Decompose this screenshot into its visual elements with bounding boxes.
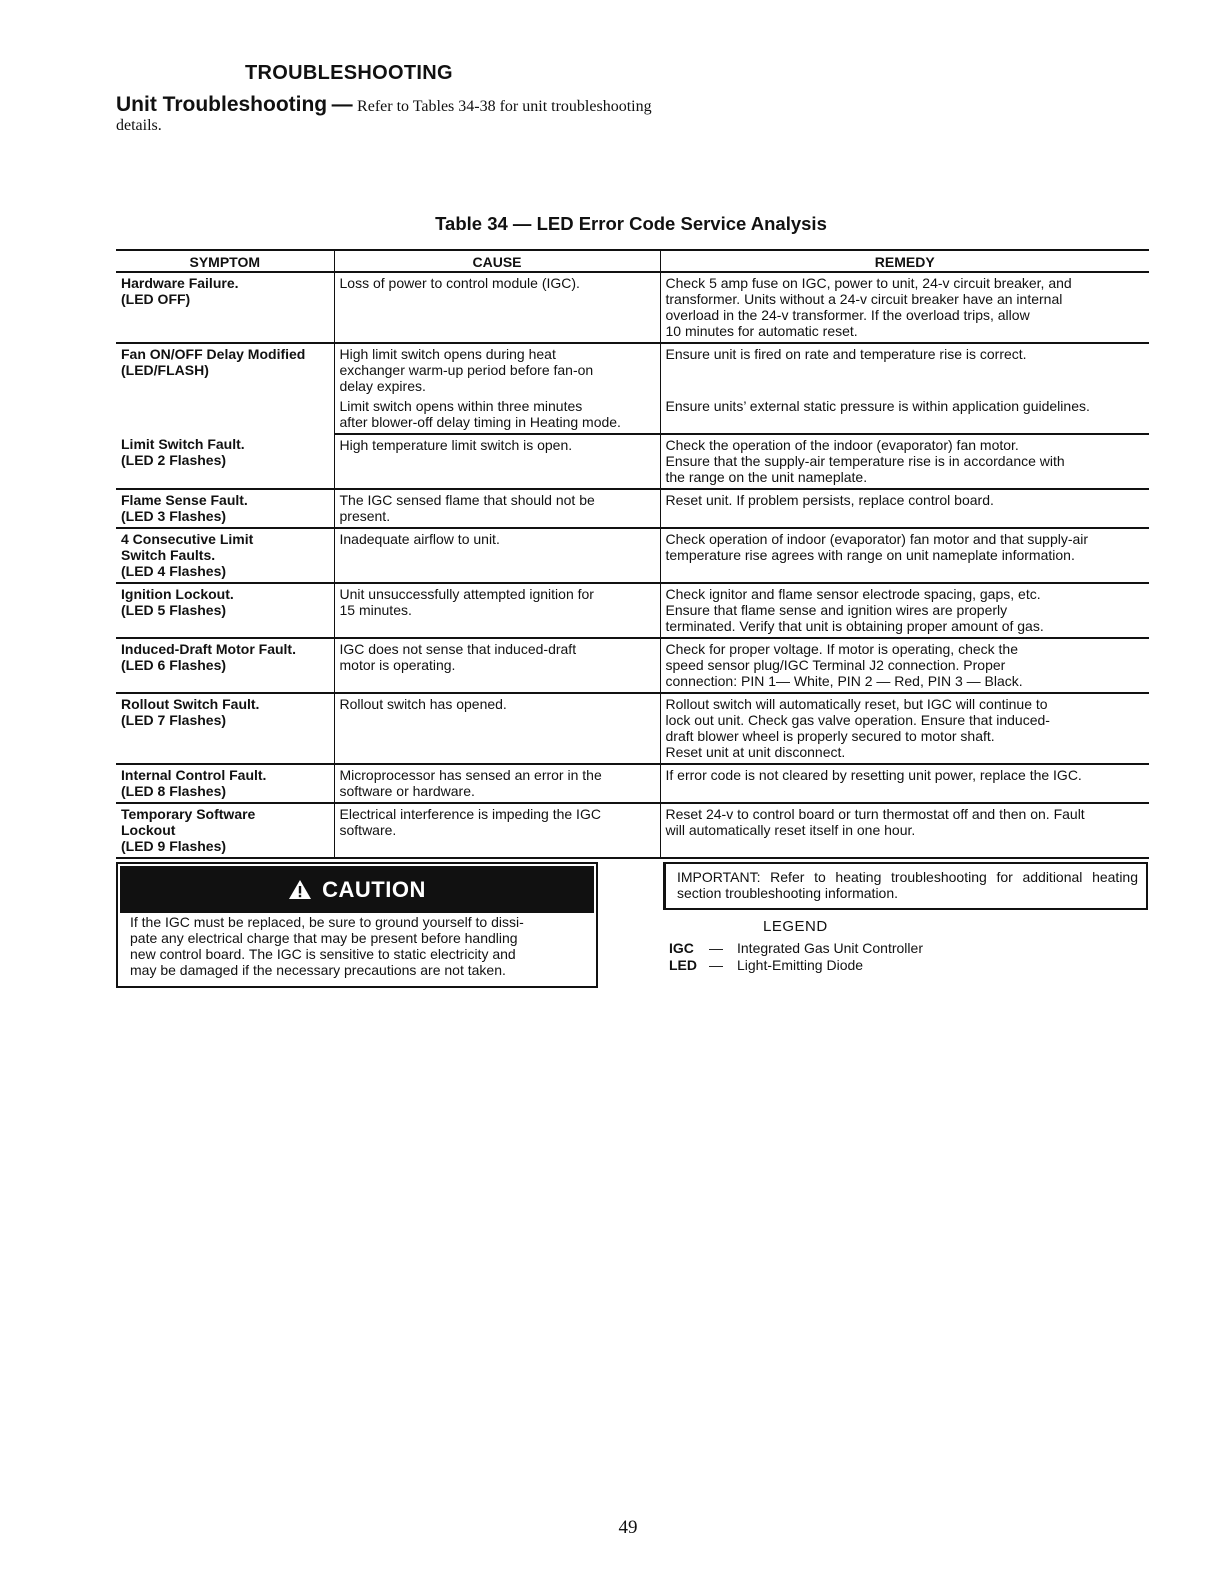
table-row: [116, 272, 1149, 343]
remedy-line: Check operation of indoor (evaporator) fan motor and that supply-air: [665, 531, 1089, 547]
cause-cell: [334, 489, 660, 528]
remedy-cell: [660, 803, 1149, 858]
remedy-cell: [660, 489, 1149, 528]
remedy-line: draft blower wheel is properly secured to motor shaft.: [665, 728, 995, 744]
symptom-line: (LED/FLASH): [121, 362, 209, 378]
remedy-cell: [660, 272, 1149, 343]
cause-cell: [334, 272, 660, 343]
table-header-row: [116, 250, 1149, 272]
symptom-line: (LED 6 Flashes): [121, 657, 227, 673]
remedy-line: Check 5 amp fuse on IGC, power to unit, 24-v circuit breaker, and: [665, 275, 1072, 291]
remedy-line: Reset unit at unit disconnect.: [665, 744, 846, 760]
cause-line: IGC does not sense that induced-draft: [339, 641, 577, 657]
symptom-cell: [116, 764, 334, 803]
cause-line: Microprocessor has sensed an error in the: [339, 767, 602, 783]
symptom-line: Limit Switch Fault.: [121, 436, 245, 452]
important-note-box: [663, 862, 1148, 910]
table-body: [116, 272, 1149, 858]
cause-cell: [334, 638, 660, 693]
unit-troubleshooting-text: Refer to Tables 34-38 for unit troubleshooting details.: [116, 98, 652, 134]
cause-line: The IGC sensed flame that should not be: [339, 492, 595, 508]
cause-cell: [334, 583, 660, 638]
cause-line: High limit switch opens during heat: [339, 346, 556, 362]
caution-text: [130, 914, 586, 978]
remedy-line: Check for proper voltage. If motor is operating, check the: [665, 641, 1019, 657]
cause-line: 15 minutes.: [339, 602, 412, 618]
remedy-line: If error code is not cleared by resetting unit power, replace the IGC.: [665, 767, 1082, 783]
caution-line: new control board. The IGC is sensitive to static electricity and: [130, 946, 516, 962]
remedy-line: Ensure that flame sense and ignition wires are properly: [665, 602, 1008, 618]
symptom-line: Internal Control Fault.: [121, 767, 267, 783]
remedy-line: terminated. Verify that unit is obtaining proper amount of gas.: [665, 618, 1044, 634]
symptom-line: Rollout Switch Fault.: [121, 696, 260, 712]
table-row: [116, 434, 1149, 489]
symptom-line: (LED 5 Flashes): [121, 602, 227, 618]
cause-line: Unit unsuccessfully attempted ignition for: [339, 586, 594, 602]
header-symptom: SYMPTOM: [116, 250, 334, 272]
remedy-line: Reset 24-v to control board or turn thermostat off and then on. Fault: [665, 806, 1085, 822]
cause-cell: [334, 343, 660, 398]
remedy-line: speed sensor plug/IGC Terminal J2 connection. Proper: [665, 657, 1006, 673]
remedy-cell: [660, 638, 1149, 693]
cause-line: exchanger warm-up period before fan-on: [339, 362, 594, 378]
table-row: [116, 489, 1149, 528]
caution-line: pate any electrical charge that may be present before handling: [130, 930, 518, 946]
table-row: [116, 583, 1149, 638]
important-note-text: IMPORTANT: Refer to heating troubleshooting for additional heating section troubleshooting information.: [677, 869, 1138, 901]
caution-line: may be damaged if the necessary precautions are not taken.: [130, 962, 506, 978]
remedy-line: Ensure units’ external static pressure is within application guidelines.: [665, 398, 1090, 414]
remedy-cell: [660, 528, 1149, 583]
cause-line: delay expires.: [339, 378, 426, 394]
table-row: [116, 803, 1149, 858]
remedy-line: lock out unit. Check gas valve operation. Ensure that induced-: [665, 712, 1050, 728]
symptom-line: Induced-Draft Motor Fault.: [121, 641, 296, 657]
symptom-cell: [116, 489, 334, 528]
symptom-line: (LED 8 Flashes): [121, 783, 227, 799]
cause-line: Rollout switch has opened.: [339, 696, 507, 712]
cause-cell: [334, 528, 660, 583]
remedy-cell: [660, 693, 1149, 764]
symptom-line: Switch Faults.: [121, 547, 216, 563]
symptom-line: (LED 7 Flashes): [121, 712, 227, 728]
symptom-line: Hardware Failure.: [121, 275, 239, 291]
cause-cell: [334, 434, 660, 489]
legend-abbr: LED: [669, 957, 697, 973]
symptom-line: (LED 4 Flashes): [121, 563, 227, 579]
cause-cell: [334, 764, 660, 803]
remedy-cell: [660, 764, 1149, 803]
cause-cell: [334, 398, 660, 434]
symptom-line: (LED 3 Flashes): [121, 508, 227, 524]
remedy-line: transformer. Units without a 24-v circuit breaker have an internal: [665, 291, 1063, 307]
symptom-line: Flame Sense Fault.: [121, 492, 248, 508]
legend-title: LEGEND: [763, 918, 828, 935]
page-number: 49: [618, 1517, 638, 1538]
remedy-line: temperature rise agrees with range on unit nameplate information.: [665, 547, 1075, 563]
legend-dash: —: [709, 940, 723, 956]
cause-line: Loss of power to control module (IGC).: [339, 275, 580, 291]
symptom-cell: [116, 638, 334, 693]
caution-banner: [120, 866, 594, 913]
page-heading: TROUBLESHOOTING: [245, 62, 453, 84]
cause-line: software or hardware.: [339, 783, 475, 799]
remedy-cell: [660, 434, 1149, 489]
unit-troubleshooting-title: Unit Troubleshooting: [116, 93, 328, 116]
symptom-cell: [116, 583, 334, 638]
remedy-line: Ensure that the supply-air temperature rise is in accordance with: [665, 453, 1065, 469]
symptom-line: (LED 9 Flashes): [121, 838, 227, 854]
remedy-cell: [660, 398, 1149, 434]
symptom-line: (LED 2 Flashes): [121, 452, 227, 468]
unit-troubleshooting-dash: —: [331, 93, 353, 116]
remedy-line: Ensure unit is fired on rate and temperature rise is correct.: [665, 346, 1027, 362]
table-title: Table 34 — LED Error Code Service Analysis: [435, 213, 827, 234]
cause-line: after blower-off delay timing in Heating mode.: [339, 414, 621, 430]
table-row: [116, 693, 1149, 764]
remedy-line: the range on the unit nameplate.: [665, 469, 868, 485]
legend-abbr: IGC: [669, 940, 694, 956]
remedy-line: 10 minutes for automatic reset.: [665, 323, 858, 339]
caution-label: CAUTION: [322, 876, 426, 902]
legend-dash: —: [709, 957, 723, 973]
legend-definition: Light-Emitting Diode: [737, 957, 864, 973]
remedy-cell: [660, 343, 1149, 398]
table-row: [116, 343, 1149, 398]
symptom-line: 4 Consecutive Limit: [121, 531, 254, 547]
caution-line: If the IGC must be replaced, be sure to ground yourself to dissi-: [130, 914, 524, 930]
symptom-line: Temporary Software: [121, 806, 256, 822]
header-remedy: REMEDY: [660, 250, 1149, 272]
symptom-cell: [116, 343, 334, 434]
symptom-line: Lockout: [121, 822, 176, 838]
symptom-cell: [116, 272, 334, 343]
cause-line: Inadequate airflow to unit.: [339, 531, 500, 547]
remedy-line: connection: PIN 1— White, PIN 2 — Red, PIN 3 — Black.: [665, 673, 1023, 689]
symptom-line: (LED OFF): [121, 291, 191, 307]
led-error-code-table: [116, 249, 1149, 859]
cause-cell: [334, 803, 660, 858]
cause-line: present.: [339, 508, 391, 524]
remedy-line: Check ignitor and flame sensor electrode spacing, gaps, etc.: [665, 586, 1041, 602]
cause-line: Electrical interference is impeding the IGC: [339, 806, 601, 822]
legend-item: [669, 957, 863, 973]
symptom-cell: [116, 693, 334, 764]
header-cause: CAUSE: [334, 250, 660, 272]
caution-box: [116, 862, 598, 988]
symptom-line: Fan ON/OFF Delay Modified: [121, 346, 306, 362]
legend-item: [669, 940, 923, 956]
table-row: [116, 638, 1149, 693]
remedy-cell: [660, 583, 1149, 638]
symptom-cell: [116, 434, 334, 489]
remedy-line: Check the operation of the indoor (evaporator) fan motor.: [665, 437, 1019, 453]
cause-line: High temperature limit switch is open.: [339, 437, 573, 453]
symptom-line: Ignition Lockout.: [121, 586, 234, 602]
symptom-cell: [116, 803, 334, 858]
table-row: [116, 764, 1149, 803]
cause-cell: [334, 693, 660, 764]
remedy-line: will automatically reset itself in one hour.: [665, 822, 916, 838]
symptom-cell: [116, 528, 334, 583]
remedy-line: Reset unit. If problem persists, replace control board.: [665, 492, 994, 508]
warning-triangle-icon: [288, 879, 312, 900]
cause-line: software.: [339, 822, 397, 838]
legend-definition: Integrated Gas Unit Controller: [737, 940, 923, 956]
cause-line: motor is operating.: [339, 657, 456, 673]
unit-troubleshooting-paragraph: [116, 95, 676, 135]
remedy-line: overload in the 24-v transformer. If the overload trips, allow: [665, 307, 1030, 323]
cause-line: Limit switch opens within three minutes: [339, 398, 583, 414]
remedy-line: Rollout switch will automatically reset, but IGC will continue to: [665, 696, 1048, 712]
table-row: [116, 528, 1149, 583]
